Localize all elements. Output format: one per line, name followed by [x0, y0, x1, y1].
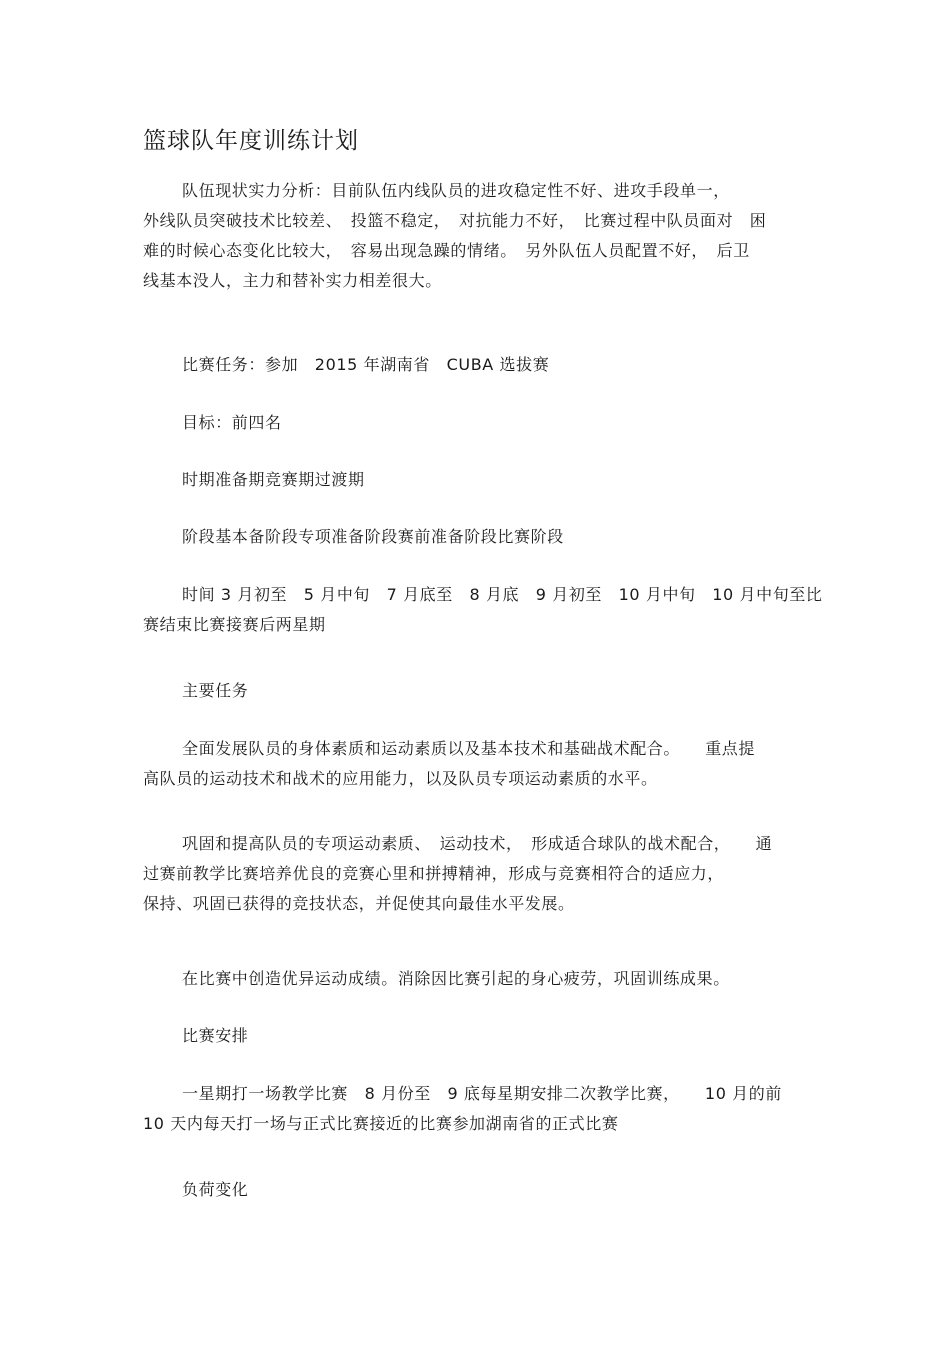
document-title: 篮球队年度训练计划	[143, 128, 359, 154]
text-line: 在比赛中创造优异运动成绩。消除因比赛引起的身心疲劳，巩固训练成果。	[182, 969, 730, 988]
text-line: 比赛任务：参加 2015 年湖南省 CUBA 选拔赛	[182, 355, 550, 374]
text-line: 巩固和提高队员的专项运动素质、 运动技术， 形成适合球队的战术配合， 通	[182, 834, 773, 853]
heading-load-change	[143, 1175, 808, 1205]
paragraph-task-3	[143, 964, 808, 994]
paragraph-stages	[143, 522, 808, 552]
paragraph-current-status	[143, 176, 808, 296]
paragraph-periods	[143, 465, 808, 495]
text-line: 主要任务	[182, 681, 249, 700]
paragraph-competition-task	[143, 350, 808, 380]
text-line: 10 天内每天打一场与正式比赛接近的比赛参加湖南省的正式比赛	[143, 1114, 619, 1133]
text-line: 一星期打一场教学比赛 8 月份至 9 底每星期安排二次教学比赛， 10 月的前	[182, 1084, 782, 1103]
text-line: 负荷变化	[182, 1180, 249, 1199]
paragraph-task-1	[143, 734, 808, 794]
text-line: 高队员的运动技术和战术的应用能力，以及队员专项运动素质的水平。	[143, 769, 658, 788]
paragraph-schedule	[143, 580, 823, 640]
text-line: 外线队员突破技术比较差、 投篮不稳定， 对抗能力不好， 比赛过程中队员面对 困	[143, 211, 767, 230]
text-line: 保持、巩固已获得的竞技状态，并促使其向最佳水平发展。	[143, 894, 575, 913]
text-line: 队伍现状实力分析：目前队伍内线队员的进攻稳定性不好、进攻手段单一，	[182, 181, 730, 200]
text-line: 线基本没人，主力和替补实力相差很大。	[143, 271, 442, 290]
text-line: 时间 3 月初至 5 月中旬 7 月底至 8 月底 9 月初至 10 月中旬 10 月中旬至比	[182, 585, 823, 604]
text-line: 全面发展队员的身体素质和运动素质以及基本技术和基础战术配合。 重点提	[182, 739, 756, 758]
text-line: 阶段基本备阶段专项准备阶段赛前准备阶段比赛阶段	[182, 527, 564, 546]
text-line: 难的时候心态变化比较大， 容易出现急躁的情绪。 另外队伍人员配置不好， 后卫	[143, 241, 750, 260]
paragraph-task-2	[143, 829, 808, 919]
text-line: 过赛前教学比赛培养优良的竞赛心里和拼搏精神，形成与竞赛相符合的适应力，	[143, 864, 725, 883]
paragraph-match-arrangement	[143, 1079, 808, 1139]
text-line: 目标：前四名	[182, 413, 282, 432]
paragraph-goal	[143, 408, 808, 438]
text-line: 赛结束比赛接赛后两星期	[143, 615, 326, 634]
heading-match-arrangement	[143, 1021, 808, 1051]
text-line: 时期准备期竞赛期过渡期	[182, 470, 365, 489]
heading-main-tasks	[143, 676, 808, 706]
text-line: 比赛安排	[182, 1026, 249, 1045]
